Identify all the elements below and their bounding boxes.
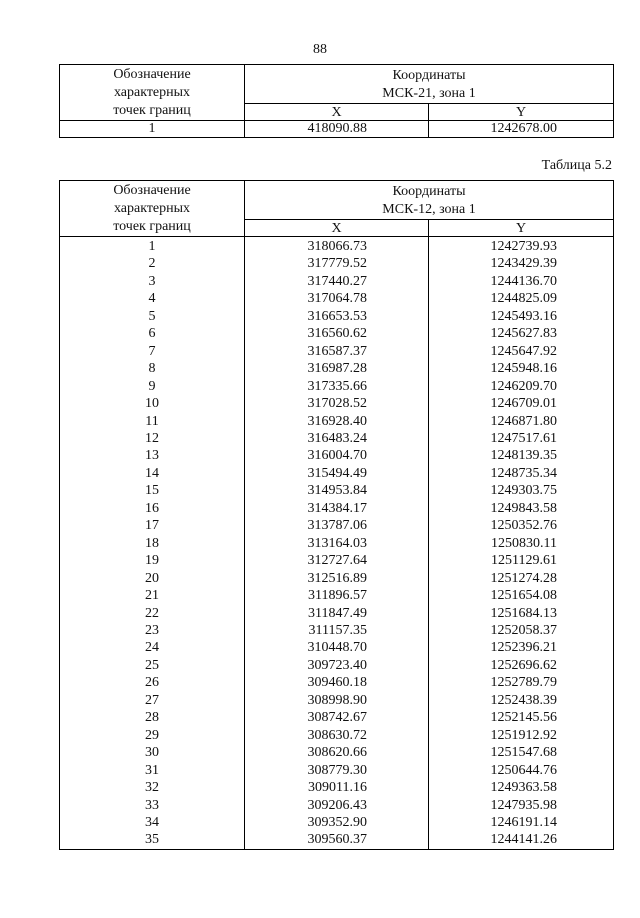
points-header-line: точек границ (113, 219, 191, 234)
point-number-cell: 20 (145, 570, 159, 586)
point-number-cell: 27 (145, 692, 159, 708)
x-coordinate-cell: 316928.40 (307, 413, 367, 429)
x-coordinate-cell: 418090.88 (245, 121, 429, 138)
point-number-cell: 12 (145, 430, 159, 446)
point-number-cell: 15 (145, 483, 159, 499)
y-coordinate-cell: 1249303.75 (490, 483, 558, 499)
y-coordinate-cell: 1245948.16 (490, 361, 558, 377)
table-row (60, 121, 614, 138)
point-number-cell: 34 (145, 814, 159, 830)
y-column-header: Y (429, 220, 614, 237)
points-header-line: характерных (113, 201, 191, 216)
x-coordinate-cell: 309206.43 (307, 797, 367, 813)
x-coordinate-cell: 310448.70 (307, 640, 367, 656)
y-coordinate-cell: 1250644.76 (490, 762, 558, 778)
points-header (60, 65, 245, 121)
y-coordinate-cell: 1251547.68 (490, 745, 558, 761)
y-coordinate-column (429, 237, 614, 850)
x-coordinate-cell: 309560.37 (307, 832, 367, 848)
x-coordinate-cell: 308779.30 (307, 762, 367, 778)
x-column-header: X (245, 104, 429, 121)
x-coordinate-cell: 316987.28 (307, 361, 367, 377)
y-coordinate-cell: 1251654.08 (490, 588, 558, 604)
y-coordinate-cell: 1245647.92 (490, 343, 558, 359)
y-column-header: Y (429, 104, 614, 121)
y-coordinate-cell: 1249843.58 (490, 500, 558, 516)
x-coordinate-cell: 317440.27 (307, 273, 367, 289)
y-coordinate-cell: 1245627.83 (490, 326, 558, 342)
point-number-cell: 33 (145, 797, 159, 813)
point-number-cell: 25 (145, 657, 159, 673)
y-coordinate-cell: 1252438.39 (490, 692, 558, 708)
x-coordinate-cell: 314384.17 (307, 500, 367, 516)
table-caption: Таблица 5.2 (541, 158, 612, 173)
point-number-cell: 30 (145, 745, 159, 761)
y-coordinate-cell: 1248139.35 (490, 448, 558, 464)
y-coordinate-cell: 1244825.09 (490, 291, 558, 307)
point-number-cell: 1 (148, 239, 156, 254)
x-coordinate-cell: 311847.49 (308, 605, 367, 621)
point-number-cell: 19 (145, 553, 159, 569)
x-coordinate-cell: 317335.66 (307, 378, 367, 394)
y-coordinate-cell: 1242678.00 (429, 121, 614, 138)
point-number-cell: 23 (145, 622, 159, 638)
y-coordinate-cell: 1246209.70 (490, 378, 558, 394)
point-number-cell: 6 (148, 326, 156, 342)
x-coordinate-cell: 309723.40 (307, 657, 367, 673)
x-coordinate-cell: 315494.49 (307, 465, 367, 481)
point-number-cell: 22 (145, 605, 159, 621)
point-number-cell: 13 (145, 448, 159, 464)
y-coordinate-cell: 1243429.39 (490, 256, 558, 272)
x-coordinate-cell: 311157.35 (308, 622, 367, 638)
point-number-cell: 4 (148, 291, 156, 307)
point-number-cell: 17 (145, 518, 159, 534)
points-header-line: Обозначение (113, 183, 191, 198)
y-coordinate-cell: 1246191.14 (490, 814, 558, 830)
point-number-cell: 8 (148, 361, 156, 377)
coordinate-system-label: МСК-21, зона 1 (382, 85, 476, 101)
y-coordinate-cell: 1245493.16 (490, 308, 558, 324)
points-header-line: характерных (113, 85, 191, 100)
x-coordinate-cell: 313164.03 (307, 535, 367, 551)
y-coordinate-cell: 1244141.26 (490, 832, 558, 848)
x-coordinate-cell: 317028.52 (307, 396, 367, 412)
x-coordinate-cell: 316587.37 (307, 343, 367, 359)
x-coordinate-column (245, 237, 429, 850)
point-number-cell: 21 (145, 588, 159, 604)
y-coordinate-cell: 1252145.56 (490, 710, 558, 726)
points-header (60, 181, 245, 237)
coordinate-system-label: МСК-12, зона 1 (382, 201, 476, 217)
point-number-cell: 7 (148, 343, 156, 359)
y-coordinate-cell: 1249363.58 (490, 780, 558, 796)
y-coordinate-cell: 1246871.80 (490, 413, 558, 429)
point-number-cell: 1 (60, 121, 245, 138)
x-coordinate-cell: 318066.73 (307, 239, 367, 254)
x-coordinate-cell: 314953.84 (307, 483, 367, 499)
point-number-cell: 9 (148, 378, 156, 394)
y-coordinate-cell: 1247517.61 (490, 430, 558, 446)
point-number-cell: 10 (145, 396, 159, 412)
y-coordinate-cell: 1252396.21 (490, 640, 558, 656)
y-coordinate-cell: 1250352.76 (490, 518, 558, 534)
x-coordinate-cell: 309352.90 (307, 814, 367, 830)
point-number-cell: 18 (145, 535, 159, 551)
coordinates-header (245, 65, 614, 104)
y-coordinate-cell: 1252789.79 (490, 675, 558, 691)
y-coordinate-cell: 1251684.13 (490, 605, 558, 621)
point-number-cell: 32 (145, 780, 159, 796)
x-coordinate-cell: 316560.62 (307, 326, 367, 342)
coordinates-header (245, 181, 614, 220)
y-coordinate-cell: 1251129.61 (491, 553, 558, 569)
y-coordinate-cell: 1244136.70 (490, 273, 558, 289)
x-column-header: X (245, 220, 429, 237)
x-coordinate-cell: 317779.52 (307, 256, 367, 272)
point-number-cell: 3 (148, 273, 156, 289)
x-coordinate-cell: 308620.66 (307, 745, 367, 761)
point-number-cell: 2 (148, 256, 156, 272)
x-coordinate-cell: 312727.64 (307, 553, 367, 569)
point-number-cell: 28 (145, 710, 159, 726)
coordinates-table-msk21 (59, 64, 614, 138)
point-number-cell: 29 (145, 727, 159, 743)
x-coordinate-cell: 309460.18 (307, 675, 367, 691)
points-header-line: точек границ (113, 103, 191, 118)
page-number: 88 (313, 42, 327, 57)
x-coordinate-cell: 308998.90 (307, 692, 367, 708)
x-coordinate-cell: 309011.16 (308, 780, 367, 796)
point-number-cell: 11 (145, 413, 159, 429)
x-coordinate-cell: 316653.53 (307, 308, 367, 324)
x-coordinate-cell: 311896.57 (308, 588, 367, 604)
x-coordinate-cell: 308742.67 (307, 710, 367, 726)
y-coordinate-cell: 1246709.01 (490, 396, 558, 412)
point-number-cell: 14 (145, 465, 159, 481)
x-coordinate-cell: 308630.72 (307, 727, 367, 743)
table-body (60, 237, 614, 850)
y-coordinate-cell: 1247935.98 (490, 797, 558, 813)
x-coordinate-cell: 317064.78 (307, 291, 367, 307)
x-coordinate-cell: 313787.06 (307, 518, 367, 534)
x-coordinate-cell: 312516.89 (307, 570, 367, 586)
point-number-cell: 26 (145, 675, 159, 691)
point-number-cell: 35 (145, 832, 159, 848)
point-number-column (60, 237, 245, 850)
y-coordinate-cell: 1251274.28 (490, 570, 558, 586)
y-coordinate-cell: 1242739.93 (490, 239, 558, 254)
point-number-cell: 24 (145, 640, 159, 656)
point-number-cell: 16 (145, 500, 159, 516)
point-number-cell: 5 (148, 308, 156, 324)
y-coordinate-cell: 1252696.62 (490, 657, 558, 673)
x-coordinate-cell: 316483.24 (307, 430, 367, 446)
coordinates-table-msk12 (59, 180, 614, 850)
y-coordinate-cell: 1252058.37 (490, 622, 558, 638)
y-coordinate-cell: 1250830.11 (491, 535, 558, 551)
point-number-cell: 31 (145, 762, 159, 778)
x-coordinate-cell: 316004.70 (307, 448, 367, 464)
y-coordinate-cell: 1248735.34 (490, 465, 558, 481)
coordinates-header-line: Координаты (392, 183, 466, 199)
points-header-line: Обозначение (113, 67, 191, 82)
y-coordinate-cell: 1251912.92 (490, 727, 558, 743)
coordinates-header-line: Координаты (392, 67, 466, 83)
